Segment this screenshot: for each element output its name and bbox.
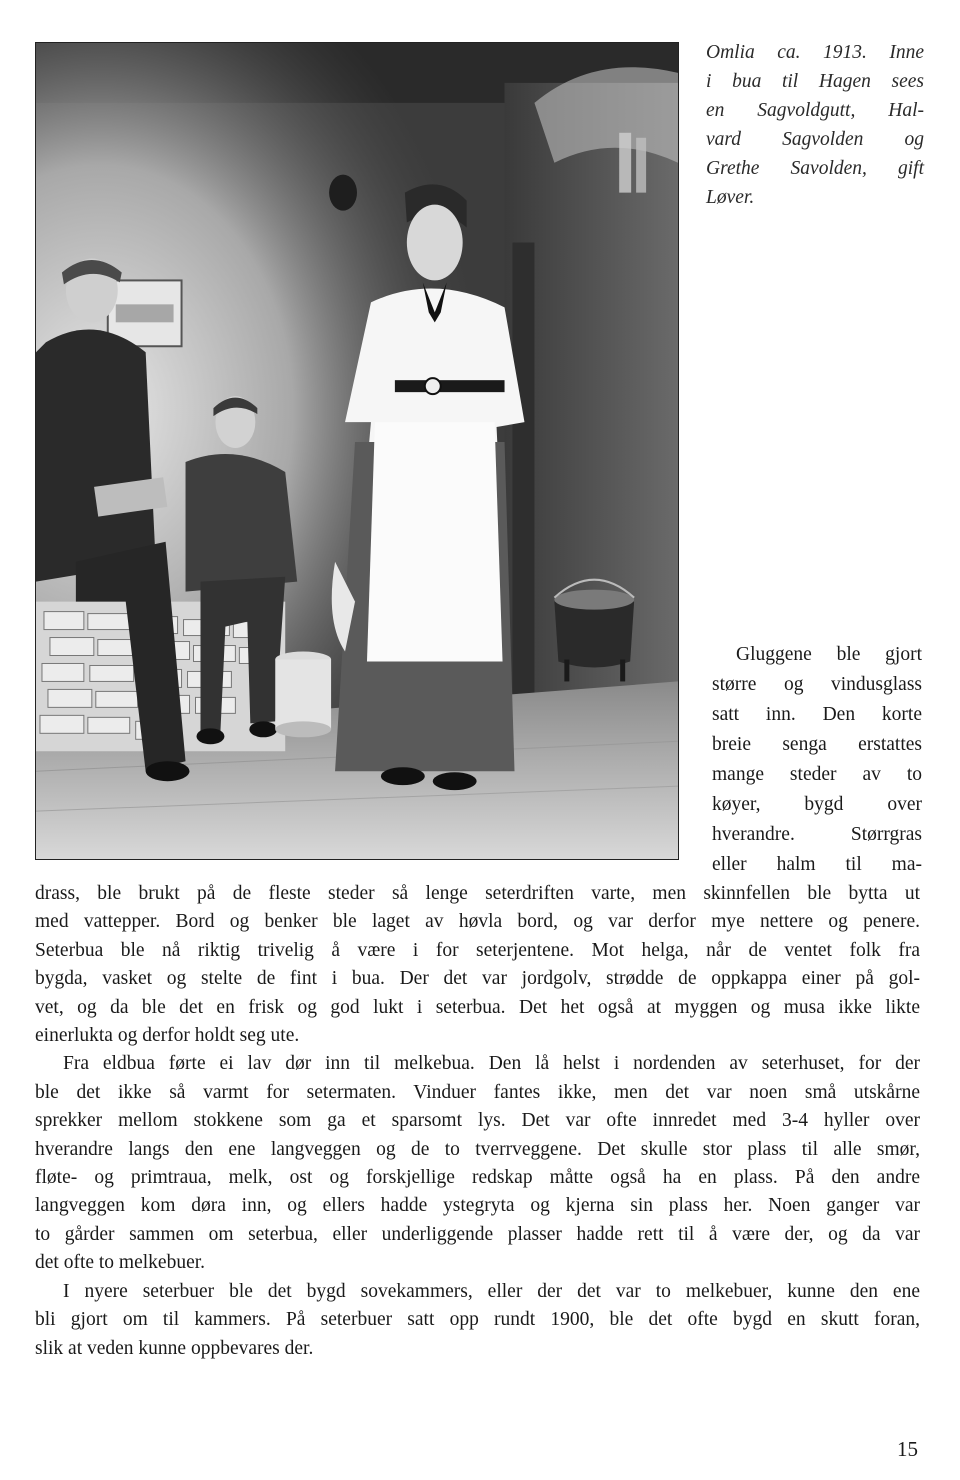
text-line: mange steder av to [712, 764, 922, 785]
text-line: langveggen kom døra inn, og ellers hadde ystegryta og kjerna sin plass her. Noen ganger var [35, 1195, 920, 1217]
text-line: slik at veden kunne oppbevares der. [35, 1337, 314, 1359]
caption-line: i bua til Hagen sees [706, 71, 924, 92]
caption-line: vard Sagvolden og [706, 129, 924, 150]
photo-caption [706, 38, 924, 212]
caption-line: Grethe Savolden, gift [706, 158, 924, 179]
text-line: hverandre. Størrgras [712, 824, 922, 845]
cooking-pot [554, 580, 634, 682]
caption-line: Løver. [706, 187, 755, 208]
text-line: køyer, bygd over [712, 794, 922, 815]
text-line: I nyere seterbuer ble det bygd sovekammers, eller der det var to melkebuer, kunne den ene [63, 1280, 920, 1302]
text-line: Fra eldbua førte ei lav dør inn til melkebua. Den lå helst i nordenden av seterhuset, for der [63, 1053, 920, 1075]
text-line: satt inn. Den korte [712, 704, 922, 725]
text-line: sprekker mellom stokkene som ga et sparsomt lys. Det var ofte innredet med 3-4 hyller over [35, 1110, 920, 1132]
photo-illustration [36, 43, 678, 859]
text-line: eller halm til ma- [712, 854, 922, 875]
text-line: vet, og da ble det en frisk og god lukt i seterbua. Det het også at myggen og musa ikke likte [35, 996, 920, 1018]
text-line: Gluggene ble gjort [736, 644, 922, 665]
text-line: to gårder sammen om seterbua, eller underliggende plasser hadde rett til å være der, og da var [35, 1223, 920, 1245]
caption-line: Omlia ca. 1913. Inne [706, 42, 924, 63]
hanging-item [636, 138, 646, 193]
text-line: bygda, vasket og stelte de fint i bua. Der det var jordgolv, strødde de oppkappa einer på gol- [35, 968, 920, 990]
historical-photograph [35, 42, 679, 860]
text-line: det ofte to melkebuer. [35, 1252, 206, 1274]
side-column-paragraph [712, 640, 922, 880]
text-line: breie senga erstattes [712, 734, 922, 755]
body-text [35, 880, 920, 1363]
text-line: drass, ble brukt på de fleste steder så lenge seterdriften varte, men skinnfellen ble bytta ut [35, 883, 920, 904]
text-line: med vattepper. Bord og benker ble laget av høvla bord, og var derfor mye nettere og penere. [35, 911, 920, 933]
text-line: einerlukta og derfor holdt seg ute. [35, 1025, 300, 1047]
text-line: større og vindusglass [712, 674, 922, 695]
background-figure [329, 175, 357, 211]
caption-line: en Sagvoldgutt, Hal- [706, 100, 924, 121]
page-number: 15 [897, 1437, 918, 1461]
hanging-item [619, 133, 631, 193]
text-line: Seterbua ble nå riktig trivelig å være i for seterjentene. Mot helga, når de ventet folk fra [35, 939, 920, 961]
text-line: bli gjort om til kammers. På seterbuer satt opp rundt 1900, ble det ofte bygd en skutt foran, [35, 1309, 920, 1331]
wooden-bucket [275, 652, 331, 738]
wall-picture-scene [116, 304, 174, 322]
text-line: hverandre langs den ene langveggen og de to tverrveggene. Det skulle stor plass til alle smør, [35, 1138, 920, 1160]
text-line: ble det ikke så varmt for setermaten. Vinduer fantes ikke, men det var noen små utskårne [35, 1081, 920, 1103]
text-line: fløte- og primtraua, melk, ost og forskjellige redskap måtte også ha en plass. På den andre [35, 1167, 920, 1189]
